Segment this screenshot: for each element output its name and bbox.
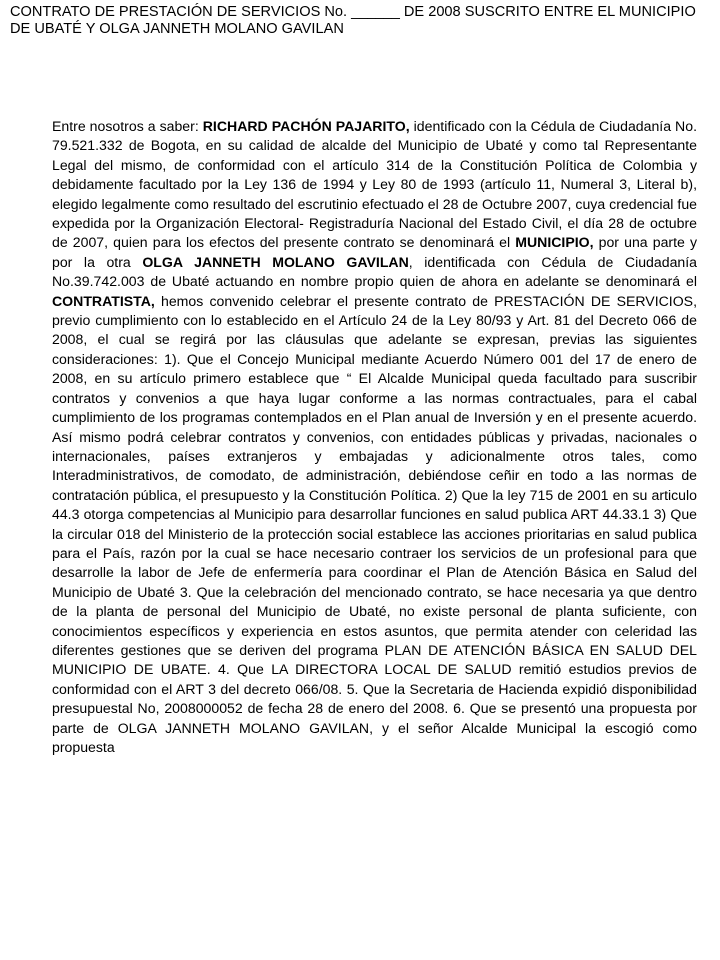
contract-body-paragraph (52, 117, 697, 757)
body-text-other-party: por una parte y por la otra (52, 234, 698, 270)
body-text-intro: Entre nosotros a saber: (52, 118, 203, 134)
mayor-name: RICHARD PACHÓN PAJARITO, (202, 118, 410, 134)
contractor-name: OLGA JANNETH MOLANO GAVILAN (142, 253, 409, 270)
body-text-contractor-details: , identificada con Cédula de Ciudadanía No.39.742.003 de Ubaté actuando en nombre propio quien de ahora en adelante se denominará el (52, 253, 698, 290)
contratista-term: CONTRATISTA, (52, 292, 155, 309)
document-title: CONTRATO DE PRESTACIÓN DE SERVICIOS No. ______ DE 2008 SUSCRITO ENTRE EL MUNICIPIO DE UBATÉ Y OLGA JANNETH MOLANO GAVILAN (10, 4, 696, 37)
body-text-mayor-details: identificado con la Cédula de Ciudadanía No. 79.521.332 de Bogota, en su calidad de alcalde del Municipio de Ubaté y como tal Representante Legal del mismo, de conformidad con el artículo 314 de la Constitución Política de Colombia y debidamente facultado por la Ley 136 de 1994 y Ley 80 de 1993 (artículo 11, Numeral 3, Literal b), elegido legalmente como resultado del escrutinio efectuado el 28 de Octubre 2007, cuya credencial fue expedida por la Organización Electoral- Registraduría Nacional del Estado Civil, el día 28 de octubre de 2007, quien para los efectos del presente contrato se denominará el (52, 118, 697, 251)
municipio-term: MUNICIPIO, (515, 234, 594, 251)
body-text-considerations: hemos convenido celebrar el presente contrato de PRESTACIÓN DE SERVICIOS, previo cumplimiento con lo establecido en el Artículo 24 de la Ley 80/93 y Art. 81 del Decreto 066 de 2008, el cual se regirá por las cláusulas que adelante se expresan, previas las siguientes consideraciones: 1). Que el Concejo Municipal mediante Acuerdo Número 001 del 17 de enero de 2008, en su artículo primero establece que “ El Alcalde Municipal queda facultado para suscribir contratos y convenios a que haya lugar conforme a las normas contractuales, para el cabal cumplimiento de los programas contemplados en el Plan anual de Inversión y en el presente acuerdo. Así mismo podrá celebrar contratos y convenios, con entidades públicas y privadas, nacionales o internacionales, países extranjeros y embajadas y adicionalmente otros tales, como Interadministrativos, de comodato, de administración, debiéndose ceñir en todo a las normas de contratación pública, el presupuesto y la Constitución Política. 2) Que la ley 715 de 2001 en su articulo 44.3 otorga competencias al Municipio para desarrollar funciones en salud publica ART 44.33.1 3) Que la circular 018 del Ministerio de la protección social establece las acciones prioritarias en salud publica para el País, razón por la cual se hace necesario contraer los servicios de un profesional para que desarrolle la labor de Jefe de enfermería para coordinar el Plan de Atención Básica en Salud del Municipio de Ubaté 3. Que la celebración del mencionado contrato, se hace necesaria ya que dentro de la planta de personal del Municipio de Ubaté, no existe personal de planta suficiente, con conocimientos específicos y experiencia en estos asuntos, que permita atender con celeridad las diferentes gestiones que se deriven del programa PLAN DE ATENCIÓN BÁSICA EN SALUD DEL MUNICIPIO DE UBATE. 4. Que LA DIRECTORA LOCAL DE SALUD remitió estudios previos de conformidad con el ART 3 del decreto 066/08. 5. Que la Secretaria de Hacienda expidió disponibilidad presupuestal No, 2008000052 de fecha 28 de enero del 2008. 6. Que se presentó una propuesta por parte de OLGA JANNETH MOLANO GAVILAN, y el señor Alcalde Municipal la escogió como propuesta (52, 292, 697, 755)
